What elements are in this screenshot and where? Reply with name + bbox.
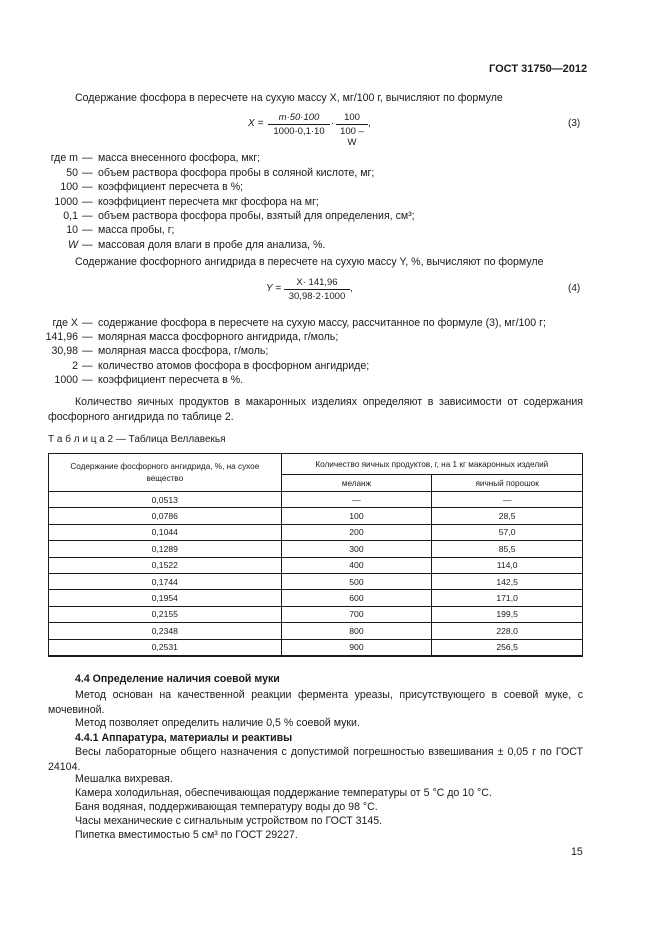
table-cell: 0,0513 [49,492,282,508]
section-4-4-1-paragraph-1: Весы лабораторные общего назначения с допустимой погрешностью взвешивания ± 0,05 г по ГОСТ 24104. [48,746,583,773]
legend-text: масса внесенного фосфора, мкг; [98,152,261,164]
formula3-numerator2: 100 [336,112,368,125]
table-row [49,623,583,639]
table-cell: 200 [281,524,432,540]
table-cell: — [281,492,432,508]
paragraph-egg-products: Количество яичных продуктов в макаронных изделиях определяют в зависимости от содержания фосфорного ангидрида по таблице 2. [48,396,583,423]
formula3-denominator1: 1000·0,1·10 [273,126,325,137]
section-4-4-paragraph-2: Метод позволяет определить наличие 0,5 % соевой муки. [75,717,360,729]
formula3-number: (3) [568,118,581,129]
legend-row: 50 — объем раствора фосфора пробы в соляной кислоте, мг; [66,167,375,179]
section-4-4-1-paragraph-2: Мешалка вихревая. [75,773,173,785]
table-cell: 228,0 [432,623,583,639]
section-4-4-1-paragraph-6: Пипетка вместимостью 5 см³ по ГОСТ 29227. [75,829,298,841]
formula4-number: (4) [568,283,581,294]
legend-text: объем раствора фосфора пробы, взятый для определения, см³; [98,210,415,222]
legend-symbol: 100 [60,181,78,193]
section-4-4-1-paragraph-5: Часы механические с сигнальным устройством по ГОСТ 3145. [75,815,383,827]
formula4-intro: Содержание фосфорного ангидрида в пересчете на сухую массу Y, %, вычисляют по формуле [75,256,544,268]
formula3-fraction1 [268,112,330,137]
legend-row: 2 — количество атомов фосфора в фосфорном ангидриде; [72,360,370,372]
legend-symbol: 50 [66,167,78,179]
legend-text: молярная масса фосфорного ангидрида, г/моль; [98,331,339,343]
table-cell: 142,5 [432,573,583,589]
legend-symbol: 0,1 [63,210,78,222]
table-cell: 700 [281,606,432,622]
table-cell: 400 [281,557,432,573]
table-row [49,606,583,622]
table-cell: 0,1044 [49,524,282,540]
legend-text: массовая доля влаги в пробе для анализа, %. [98,239,326,251]
legend-symbol: 141,96 [45,331,78,343]
legend-text: масса пробы, г; [98,224,175,236]
legend-row: 10 — масса пробы, г; [66,224,175,236]
table-header-phosphorus: Содержание фосфорного ангидрида, %, на сухое вещество [49,454,282,492]
document-standard-number: ГОСТ 31750—2012 [489,63,588,75]
legend-symbol: W [68,239,78,251]
legend-row: где X — содержание фосфора в пересчете на сухую массу, рассчитанное по формуле (3), мг/100 г; [52,317,546,329]
legend-row: W — массовая доля влаги в пробе для анализа, %. [68,239,326,251]
table-cell: 199,5 [432,606,583,622]
formula3-intro: Содержание фосфора в пересчете на сухую массу X, мг/100 г, вычисляют по формуле [75,92,503,104]
legend-symbol: 10 [66,224,78,236]
table-cell: 900 [281,639,432,656]
formula3-end: , [368,118,371,129]
table-cell: 114,0 [432,557,583,573]
table-cell: 171,0 [432,590,583,606]
table-cell: 85,5 [432,541,583,557]
section-4-4-1-paragraph-3: Камера холодильная, обеспечивающая поддержание температуры от 5 °С до 10 °С. [75,787,492,799]
section-4-4-paragraph-1: Метод основан на качественной реакции фермента уреазы, присутствующего в соевой муке, с мочевиной. [48,689,583,716]
table-header-egg-powder: яичный порошок [432,475,583,492]
table-cell: 256,5 [432,639,583,656]
legend-row: 1000 — коэффициент пересчета в %. [54,374,244,386]
formula3-lhs: X = [248,118,264,129]
table-cell: 0,1522 [49,557,282,573]
legend-text: коэффициент пересчета в %. [98,374,244,386]
table-row [49,590,583,606]
legend-symbol: 1000 [54,374,78,386]
section-4-4-1-heading: 4.4.1 Аппаратура, материалы и реактивы [75,732,293,744]
table-cell: 0,0786 [49,508,282,524]
table-row [49,541,583,557]
table-cell: 0,1289 [49,541,282,557]
table-row [49,524,583,540]
legend-row: где m — масса внесенного фосфора, мкг; [50,152,261,164]
table-vellavekya [48,453,583,657]
formula4-denominator: 30,98·2·1000 [288,291,346,302]
table-header-egg-products: Количество яичных продуктов, г, на 1 кг макаронных изделий [281,454,582,475]
formula3-denominator2: 100 – W [340,126,364,148]
page-number: 15 [571,846,583,858]
legend-symbol: где X [52,317,78,329]
table-cell: 600 [281,590,432,606]
formula3-fraction2 [336,112,368,148]
table-cell: 100 [281,508,432,524]
legend-symbol: 30,98 [51,345,78,357]
table-row [49,573,583,589]
table-cell: 28,5 [432,508,583,524]
table-row [49,639,583,656]
legend-text: молярная масса фосфора, г/моль; [98,345,269,357]
legend-text: содержание фосфора в пересчете на сухую массу, рассчитанное по формуле (3), мг/100 г; [98,317,546,329]
legend-text: количество атомов фосфора в фосфорном ангидриде; [98,360,370,372]
table-cell: 0,2348 [49,623,282,639]
table-header-melange: меланж [281,475,432,492]
formula4-end: , [350,283,353,294]
table-cell: 0,2531 [49,639,282,656]
table-cell: 300 [281,541,432,557]
legend-symbol: 2 [72,360,78,372]
formula4-numerator: X· 141,96 [284,277,350,290]
table-cell: 800 [281,623,432,639]
table-cell: 500 [281,573,432,589]
legend-symbol: 1000 [54,196,78,208]
legend-row: 30,98 — молярная масса фосфора, г/моль; [51,345,269,357]
formula4-fraction [284,277,350,302]
legend-text: коэффициент пересчета в %; [98,181,244,193]
formula4-lhs: Y = [266,283,282,294]
legend-text: коэффициент пересчета мкг фосфора на мг; [98,196,319,208]
table-row [49,492,583,508]
table-row [49,557,583,573]
legend-text: объем раствора фосфора пробы в соляной кислоте, мг; [98,167,375,179]
legend-row: 141,96 — молярная масса фосфорного ангидрида, г/моль; [45,331,339,343]
table-row [49,508,583,524]
legend-symbol: где m [50,152,78,164]
table-cell: — [432,492,583,508]
formula3-numerator1: m·50·100 [268,112,330,125]
table2-caption: Т а б л и ц а 2 — Таблица Веллавекья [48,434,226,445]
legend-row: 0,1 — объем раствора фосфора пробы, взятый для определения, см³; [63,210,415,222]
legend-row: 100 — коэффициент пересчета в %; [60,181,244,193]
section-4-4-1-paragraph-4: Баня водяная, поддерживающая температуру воды до 98 °С. [75,801,378,813]
formula3-dot: · [331,118,335,129]
section-4-4-heading: 4.4 Определение наличия соевой муки [75,673,280,685]
table-cell: 0,1744 [49,573,282,589]
table-cell: 57,0 [432,524,583,540]
legend-row: 1000 — коэффициент пересчета мкг фосфора на мг; [54,196,319,208]
table-cell: 0,1954 [49,590,282,606]
table-cell: 0,2155 [49,606,282,622]
